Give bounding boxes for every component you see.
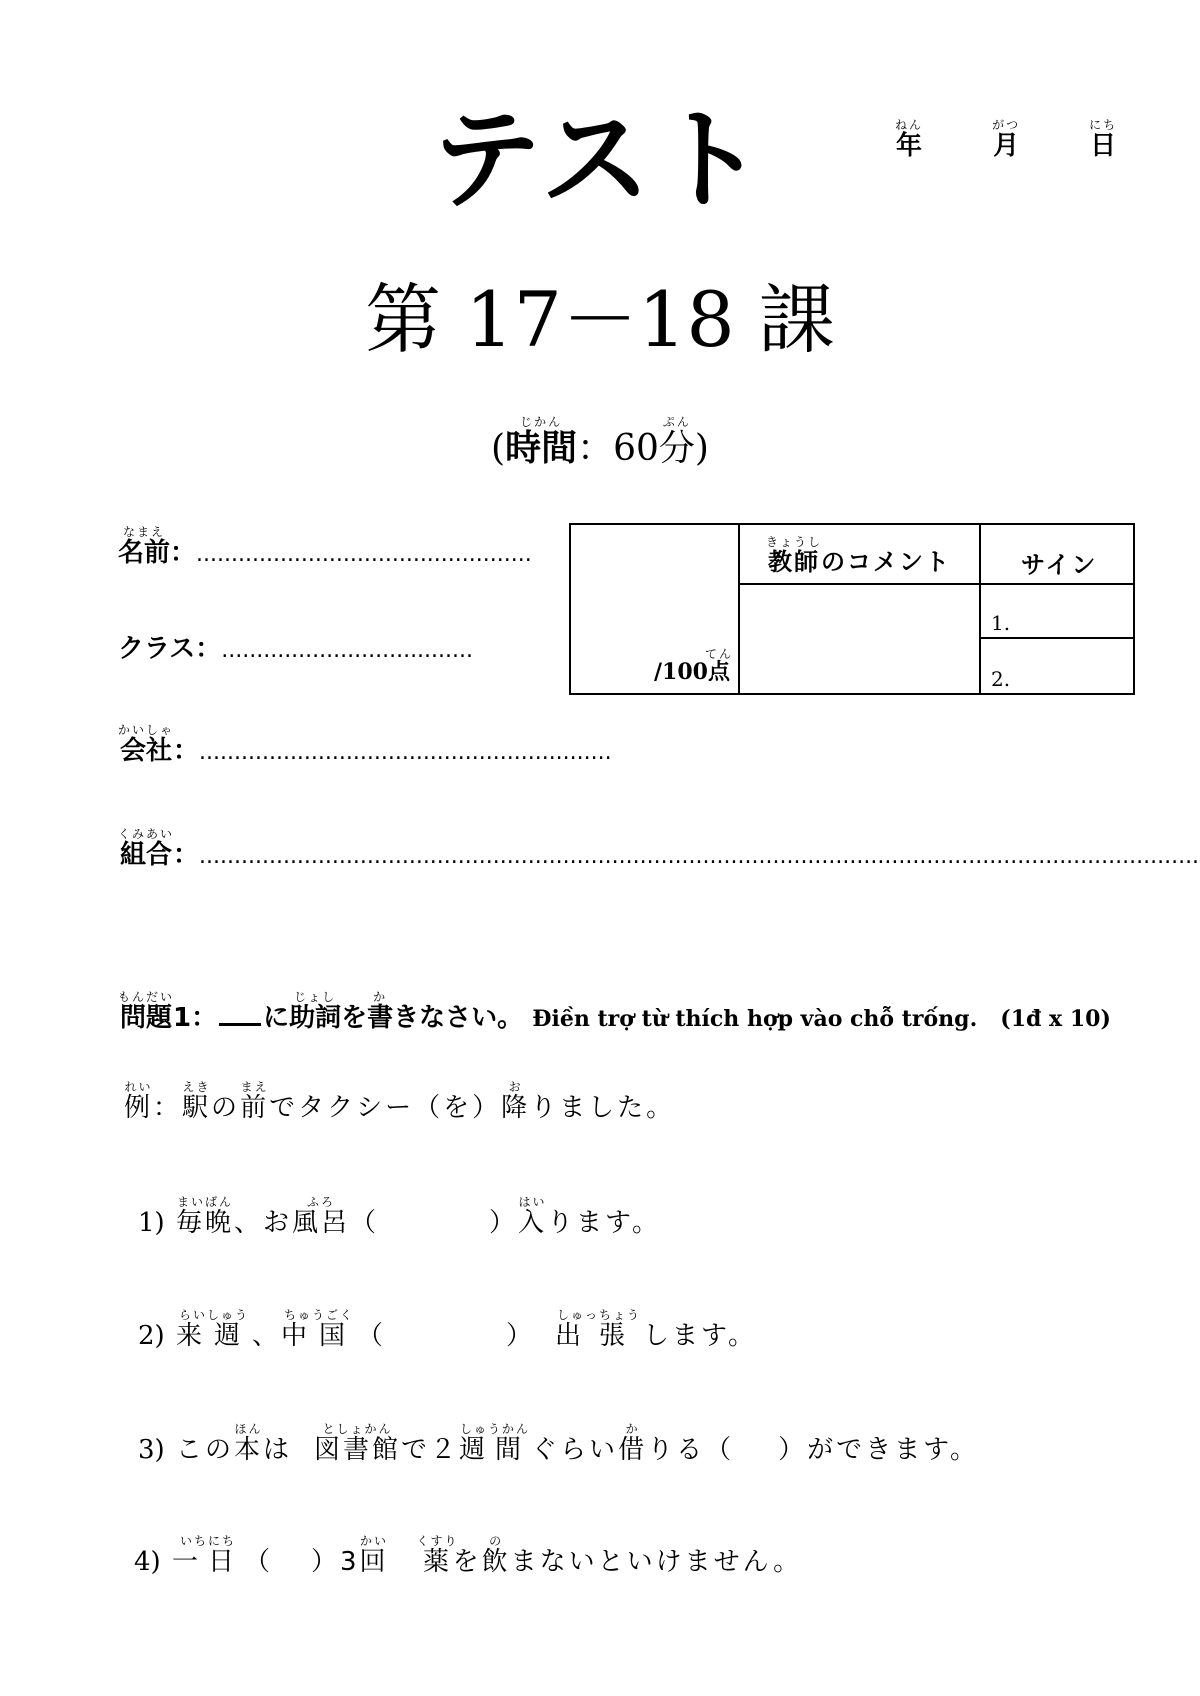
company-field[interactable]: 会社かいしゃ：........................................................... — [118, 723, 612, 766]
union-field[interactable]: 組合くみあい：............................................................................................................................................... — [118, 827, 1200, 870]
question-1-points: (1đ x 10) — [1000, 1006, 1111, 1032]
teacher-comment-header: 教師きょうしのコメント — [766, 535, 951, 576]
lesson-title: 第 17－18 課 — [365, 275, 835, 364]
question-item-4: 4) 一日いちにち（ ）3回かい薬くすりを飲のまないといけません。 — [134, 1534, 803, 1577]
year-label: 年ねん — [895, 118, 924, 161]
time-limit: (時間じかん：60分ぷん) — [491, 415, 709, 469]
sign-line-1[interactable]: 1. — [991, 611, 1011, 635]
name-field[interactable]: 名前なまえ：................................................ — [118, 525, 532, 568]
score-table — [569, 523, 1135, 695]
score-cell: /100点てん — [654, 647, 733, 685]
example-sentence: 例れい：駅えきの前まえでタクシー（を）降おりました。 — [124, 1080, 676, 1123]
question-1-instruction-vi: Điền trợ từ thích hợp vào chỗ trống. — [532, 1006, 978, 1032]
date-fields — [895, 118, 1177, 162]
page-title: テスト — [431, 96, 769, 224]
month-label: 月がつ — [992, 118, 1021, 161]
class-field[interactable]: クラス：.................................... — [118, 634, 474, 664]
blank-line — [219, 1001, 261, 1026]
day-label: 日にち — [1089, 118, 1118, 161]
question-item-1: 1) 毎晩まいばん、お風呂ふろ（ ）入はいります。 — [138, 1195, 661, 1238]
question-item-3: 3) この本ほんは 図書館としょかんで２週間しゅうかんぐらい借かりる（ ）ができます。 — [138, 1422, 980, 1465]
question-1-header: 問題もんだい1： に助詞じょしを書かきなさい。 Điền trợ từ thích hợp vào chỗ trống. (1đ x 10) — [118, 990, 1111, 1033]
question-item-2: 2) 来週らいしゅう、中国ちゅうごく（ ） 出張しゅっちょうします。 — [138, 1308, 757, 1351]
sign-header: サイン — [1021, 551, 1098, 579]
sign-line-2[interactable]: 2. — [991, 667, 1011, 691]
